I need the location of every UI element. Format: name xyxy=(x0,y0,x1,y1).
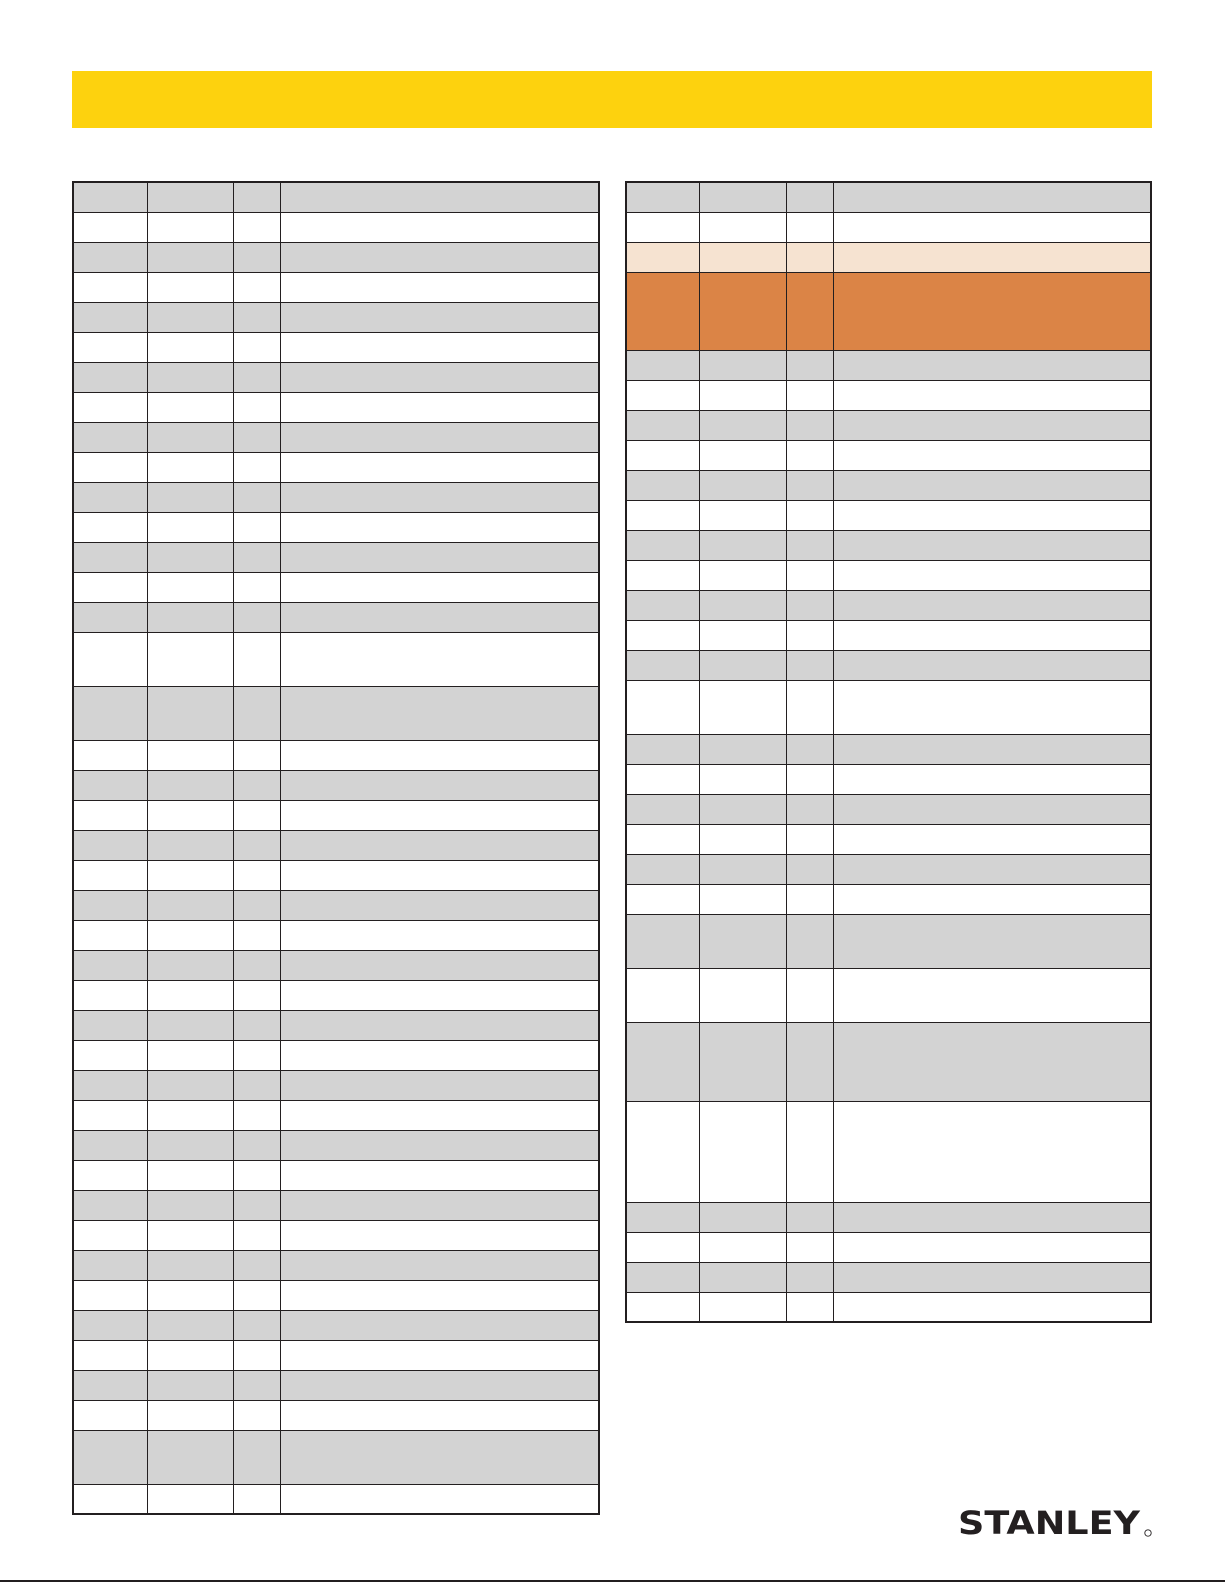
table-row xyxy=(626,380,1151,410)
table-row xyxy=(73,950,599,980)
table-row xyxy=(73,860,599,890)
table-row xyxy=(626,884,1151,914)
table-row xyxy=(73,392,599,422)
table-row xyxy=(73,1100,599,1130)
table-row xyxy=(626,1022,1151,1101)
table-row xyxy=(73,1010,599,1040)
table-row xyxy=(73,1280,599,1310)
table-row xyxy=(626,440,1151,470)
table-row xyxy=(73,332,599,362)
table-row xyxy=(626,620,1151,650)
table-header-row xyxy=(626,182,1151,212)
table-row xyxy=(626,350,1151,380)
table-row xyxy=(626,212,1151,242)
table-row xyxy=(626,530,1151,560)
table-row xyxy=(73,740,599,770)
table-row xyxy=(626,410,1151,440)
registered-mark-icon xyxy=(1145,1530,1151,1536)
table-row xyxy=(73,422,599,452)
table-row xyxy=(73,1370,599,1400)
table-row xyxy=(73,212,599,242)
table-section-header-row xyxy=(626,242,1151,272)
table-row xyxy=(73,920,599,950)
table-header-row xyxy=(73,182,599,212)
parts-table-left-body xyxy=(73,182,599,1514)
table-row xyxy=(626,470,1151,500)
table-row xyxy=(73,242,599,272)
parts-table-right xyxy=(625,181,1152,1323)
table-row xyxy=(626,500,1151,530)
table-row xyxy=(626,590,1151,620)
table-row xyxy=(73,362,599,392)
table-row xyxy=(73,1160,599,1190)
table-row xyxy=(626,1101,1151,1202)
table-row xyxy=(626,764,1151,794)
table-row xyxy=(626,968,1151,1022)
parts-table-right-body xyxy=(626,182,1151,1322)
table-highlight-row xyxy=(626,272,1151,350)
table-row xyxy=(73,770,599,800)
table-row xyxy=(73,1400,599,1430)
table-row xyxy=(73,1430,599,1484)
table-row xyxy=(73,1340,599,1370)
table-row xyxy=(626,1292,1151,1322)
table-row xyxy=(73,686,599,740)
table-row xyxy=(73,1310,599,1340)
parts-table-left xyxy=(72,181,600,1515)
table-row xyxy=(626,824,1151,854)
table-row xyxy=(626,1232,1151,1262)
table-row xyxy=(626,1202,1151,1232)
table-row xyxy=(73,452,599,482)
stanley-logo xyxy=(958,1503,1153,1539)
table-row xyxy=(626,650,1151,680)
table-row xyxy=(73,482,599,512)
table-row xyxy=(73,602,599,632)
table-row xyxy=(73,800,599,830)
table-row xyxy=(73,1130,599,1160)
table-row xyxy=(626,560,1151,590)
table-row xyxy=(73,302,599,332)
table-row xyxy=(626,734,1151,764)
table-row xyxy=(626,1262,1151,1292)
table-row xyxy=(73,1190,599,1220)
table-row xyxy=(73,1070,599,1100)
table-row xyxy=(73,830,599,860)
table-row xyxy=(626,794,1151,824)
table-row xyxy=(73,272,599,302)
table-row xyxy=(626,854,1151,884)
page-bottom-rule xyxy=(0,1580,1225,1582)
table-row xyxy=(73,1250,599,1280)
table-row xyxy=(73,1220,599,1250)
table-row xyxy=(73,1040,599,1070)
table-row xyxy=(626,914,1151,968)
table-row xyxy=(73,980,599,1010)
table-row xyxy=(73,890,599,920)
table-row xyxy=(73,632,599,686)
table-row xyxy=(626,680,1151,734)
table-row xyxy=(73,542,599,572)
table-row xyxy=(73,1484,599,1514)
stanley-logo-wordmark: STANLEY xyxy=(958,1504,1141,1539)
table-row xyxy=(73,572,599,602)
header-banner xyxy=(72,71,1152,128)
table-row xyxy=(73,512,599,542)
